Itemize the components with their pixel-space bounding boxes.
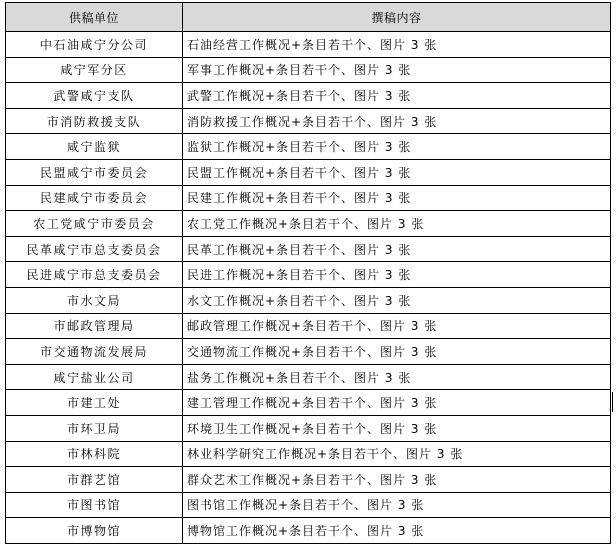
table-body xyxy=(6,32,611,544)
cell-content: 博物馆工作概况+条目若干个、图片 3 张 xyxy=(183,518,611,544)
cell-unit: 武警咸宁支队 xyxy=(6,83,183,109)
cell-content: 民进工作概况+条目若干个、图片 3 张 xyxy=(183,262,611,288)
table-row xyxy=(6,492,611,518)
cell-content: 监狱工作概况+条目若干个、图片 3 张 xyxy=(183,134,611,160)
cell-content: 群众艺术工作概况+条目若干个、图片 3 张 xyxy=(183,467,611,493)
cell-unit: 咸宁盐业公司 xyxy=(6,364,183,390)
cell-content: 消防救援工作概况+条目若干个、图片 3 张 xyxy=(183,108,611,134)
table-row xyxy=(6,415,611,441)
cell-unit: 市消防救援支队 xyxy=(6,108,183,134)
cell-unit: 民进咸宁市总支委员会 xyxy=(6,262,183,288)
table-row xyxy=(6,518,611,544)
submission-table-container xyxy=(5,2,610,544)
table-row xyxy=(6,32,611,58)
table-row xyxy=(6,467,611,493)
table-row xyxy=(6,364,611,390)
cell-unit: 民建咸宁市委员会 xyxy=(6,185,183,211)
table-row xyxy=(6,313,611,339)
table-header-row xyxy=(6,3,611,32)
cell-content: 武警工作概况+条目若干个、图片 3 张 xyxy=(183,83,611,109)
cell-content: 环境卫生工作概况+条目若干个、图片 3 张 xyxy=(183,415,611,441)
cell-content: 建工管理工作概况+条目若干个、图片 3 张 xyxy=(183,390,611,416)
table-row xyxy=(6,57,611,83)
cell-content: 民革工作概况+条目若干个、图片 3 张 xyxy=(183,236,611,262)
cell-unit: 市环卫局 xyxy=(6,415,183,441)
cell-content: 农工党工作概况+条目若干个、图片 3 张 xyxy=(183,211,611,237)
cell-unit: 民盟咸宁市委员会 xyxy=(6,159,183,185)
table-row xyxy=(6,287,611,313)
cell-content: 水文工作概况+条目若干个、图片 3 张 xyxy=(183,287,611,313)
table-row xyxy=(6,390,611,416)
table-row xyxy=(6,108,611,134)
table-row xyxy=(6,185,611,211)
cell-unit: 市图书馆 xyxy=(6,492,183,518)
cell-content: 石油经营工作概况+条目若干个、图片 3 张 xyxy=(183,32,611,58)
submission-table xyxy=(5,2,611,544)
cell-unit: 农工党咸宁市委员会 xyxy=(6,211,183,237)
cell-content: 林业科学研究工作概况+条目若干个、图片 3 张 xyxy=(183,441,611,467)
cell-unit: 市群艺馆 xyxy=(6,467,183,493)
cell-content: 民建工作概况+条目若干个、图片 3 张 xyxy=(183,185,611,211)
cell-unit: 市邮政管理局 xyxy=(6,313,183,339)
column-header-content: 撰稿内容 xyxy=(183,3,611,32)
column-header-unit: 供稿单位 xyxy=(6,3,183,32)
cell-unit: 咸宁军分区 xyxy=(6,57,183,83)
table-row xyxy=(6,236,611,262)
table-row xyxy=(6,159,611,185)
table-row xyxy=(6,441,611,467)
cell-unit: 市林科院 xyxy=(6,441,183,467)
table-row xyxy=(6,339,611,365)
table-row xyxy=(6,211,611,237)
cell-content: 交通物流工作概况+条目若干个、图片 3 张 xyxy=(183,339,611,365)
cell-unit: 市博物馆 xyxy=(6,518,183,544)
table-row xyxy=(6,83,611,109)
cell-unit: 中石油咸宁分公司 xyxy=(6,32,183,58)
cell-unit: 民革咸宁市总支委员会 xyxy=(6,236,183,262)
cell-content: 盐务工作概况+条目若干个、图片 3 张 xyxy=(183,364,611,390)
cell-content: 军事工作概况+条目若干个、图片 3 张 xyxy=(183,57,611,83)
cell-content: 民盟工作概况+条目若干个、图片 3 张 xyxy=(183,159,611,185)
cell-unit: 市水文局 xyxy=(6,287,183,313)
cell-unit: 市建工处 xyxy=(6,390,183,416)
cell-content: 邮政管理工作概况+条目若干个、图片 3 张 xyxy=(183,313,611,339)
table-row xyxy=(6,134,611,160)
cell-unit: 市交通物流发展局 xyxy=(6,339,183,365)
cell-unit: 咸宁监狱 xyxy=(6,134,183,160)
window-edge-mark xyxy=(612,392,613,412)
table-row xyxy=(6,262,611,288)
cell-content: 图书馆工作概况+条目若干个、图片 3 张 xyxy=(183,492,611,518)
